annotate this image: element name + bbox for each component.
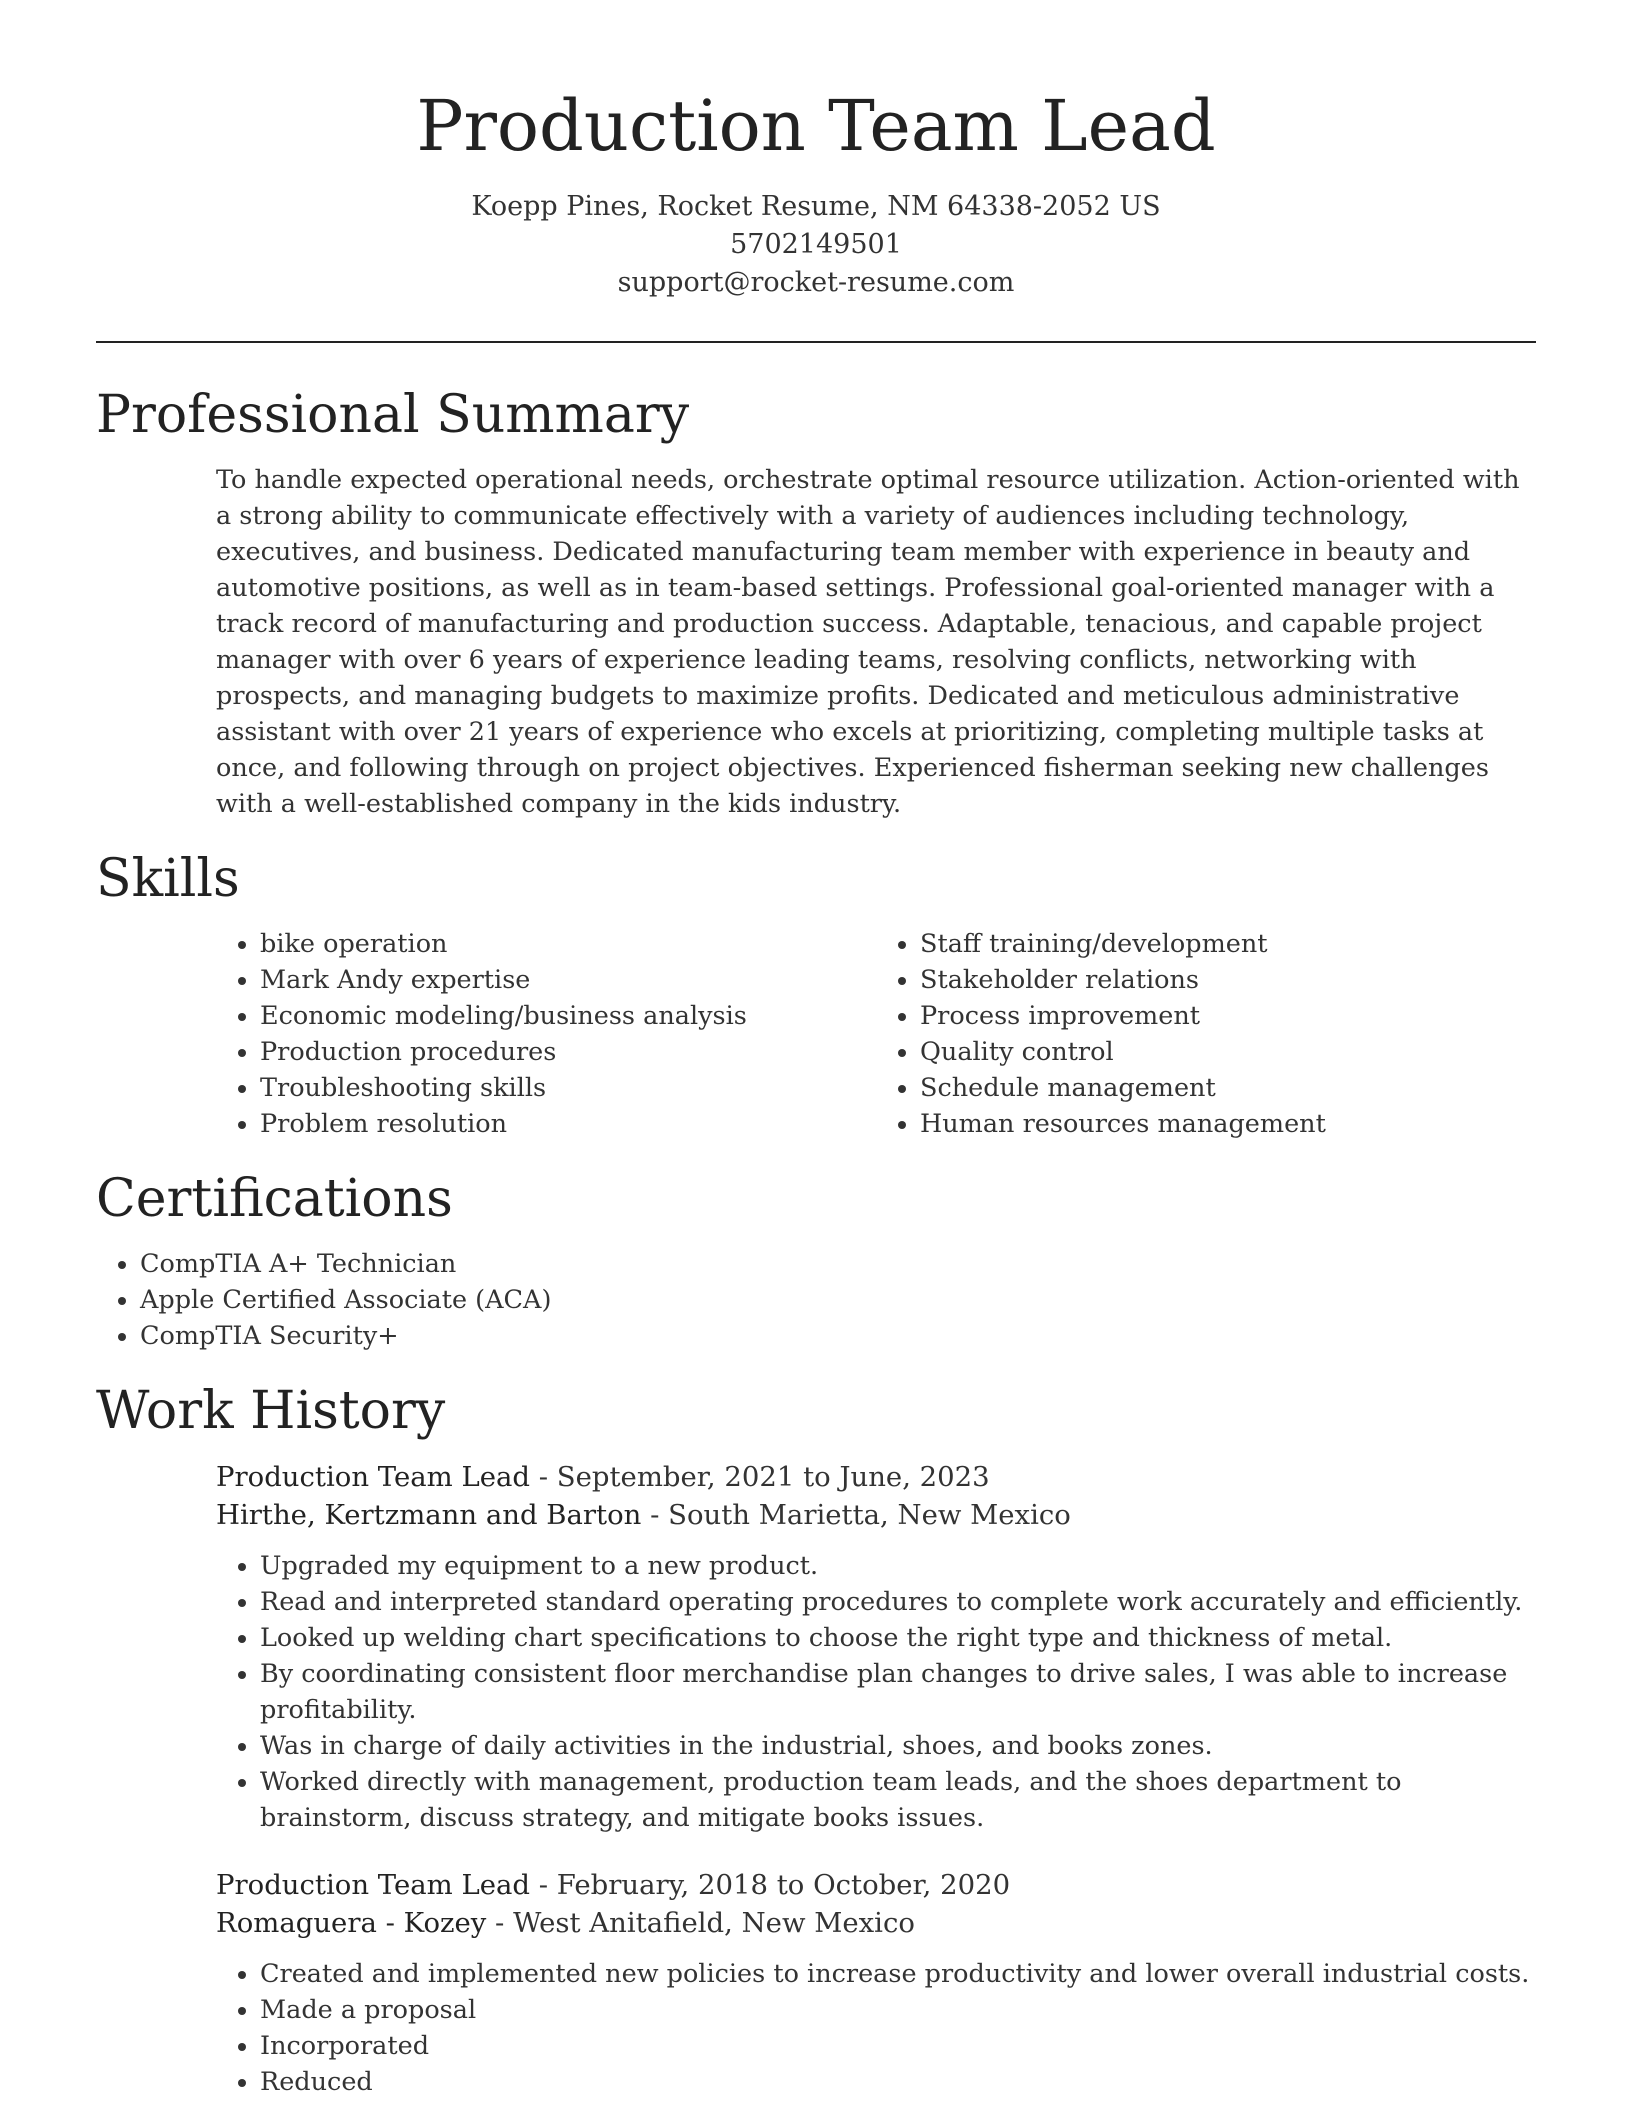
skill-item: • Economic modeling/business analysis [260, 998, 876, 1034]
resume-header [0, 78, 1632, 302]
job-bullet: • Reduced [260, 2064, 1536, 2100]
job-bullet: • Looked up welding chart specifications to choose the right type and thickness of metal. [260, 1620, 1536, 1656]
job-company: Hirthe, Kertzmann and Barton [216, 1499, 642, 1531]
contact-block [0, 188, 1632, 302]
certification-item: • Apple Certified Associate (ACA) [140, 1282, 1536, 1318]
address: Koepp Pines, Rocket Resume, NM 64338-2052 US [471, 191, 1161, 222]
job-title-line [216, 1866, 1536, 1904]
job-bullet: • Incorporated [260, 2028, 1536, 2064]
resume-body [96, 380, 1536, 2100]
skill-item: • Troubleshooting skills [260, 1070, 876, 1106]
job-dates: - September, 2021 to June, 2023 [530, 1461, 990, 1493]
phone: 5702149501 [730, 229, 902, 260]
candidate-name: Production Team Lead [416, 85, 1216, 167]
skill-item: • bike operation [260, 926, 876, 962]
skill-item: • Quality control [920, 1034, 1536, 1070]
job-entry [96, 1458, 1536, 1836]
skills-list-left [216, 926, 876, 1142]
skills-list-right [876, 926, 1536, 1142]
job-bullet: • Read and interpreted standard operating procedures to complete work accurately and efficiently. [260, 1584, 1536, 1620]
job-dates: - February, 2018 to October, 2020 [530, 1869, 1011, 1901]
skill-item: • Problem resolution [260, 1106, 876, 1142]
skill-item: • Human resources management [920, 1106, 1536, 1142]
work-history-section [96, 1376, 1536, 2100]
skills-heading: Skills [96, 849, 240, 909]
job-company-line [216, 1496, 1536, 1534]
job-role: Production Team Lead [216, 1869, 531, 1901]
certifications-section [96, 1164, 1536, 1354]
job-bullet: • Worked directly with management, production team leads, and the shoes department to brainstorm, discuss strategy, and mitigate books issues. [260, 1764, 1536, 1836]
certification-item: • CompTIA Security+ [140, 1318, 1536, 1354]
job-location: - West Anitafield, New Mexico [486, 1907, 915, 1939]
job-title-line [216, 1458, 1536, 1496]
job-bullet: • Created and implemented new policies to increase productivity and lower overall industrial costs. [260, 1956, 1536, 1992]
summary-section [96, 380, 1536, 822]
job-company: Romaguera - Kozey [216, 1907, 487, 1939]
job-role: Production Team Lead [216, 1461, 531, 1493]
skill-item: • Stakeholder relations [920, 962, 1536, 998]
certifications-list [96, 1246, 1536, 1354]
summary-text: To handle expected operational needs, orchestrate optimal resource utilization. Action-oriented with a strong ability to communicate effectively with a variety of audiences including technology, executives, and business. Dedicated manufacturing team member with experience in beauty and automotive positions, as well as in team-based settings. Professional goal-oriented manager with a track record of manufacturing and production success. Adaptable, tenacious, and capable project manager with over 6 years of experience leading teams, resolving conflicts, networking with prospects, and managing budgets to maximize profits. Dedicated and meticulous administrative assistant with over 21 years of experience who excels at prioritizing, completing multiple tasks at once, and following through on project objectives. Experienced fisherman seeking new challenges with a well-established company in the kids industry. [216, 465, 1520, 819]
header-divider [96, 341, 1536, 343]
skill-item: • Mark Andy expertise [260, 962, 876, 998]
skill-item: • Production procedures [260, 1034, 876, 1070]
job-location: - South Marietta, New Mexico [641, 1499, 1071, 1531]
job-bullets [216, 1548, 1536, 1836]
job-bullets [216, 1956, 1536, 2100]
skill-item: • Schedule management [920, 1070, 1536, 1106]
skill-item: • Staff training/development [920, 926, 1536, 962]
certifications-heading: Certifications [96, 1169, 453, 1229]
job-entry [96, 1866, 1536, 2100]
email: support@rocket-resume.com [617, 267, 1015, 298]
summary-heading: Professional Summary [96, 385, 690, 445]
job-company-line [216, 1904, 1536, 1942]
certification-item: • CompTIA A+ Technician [140, 1246, 1536, 1282]
work-history-heading: Work History [96, 1381, 446, 1441]
job-bullet: • By coordinating consistent floor merchandise plan changes to drive sales, I was able to increase profitability. [260, 1656, 1536, 1728]
job-bullet: • Upgraded my equipment to a new product. [260, 1548, 1536, 1584]
skills-section [96, 844, 1536, 1142]
job-bullet: • Was in charge of daily activities in the industrial, shoes, and books zones. [260, 1728, 1536, 1764]
skill-item: • Process improvement [920, 998, 1536, 1034]
job-bullet: • Made a proposal [260, 1992, 1536, 2028]
skills-grid [216, 926, 1536, 1142]
